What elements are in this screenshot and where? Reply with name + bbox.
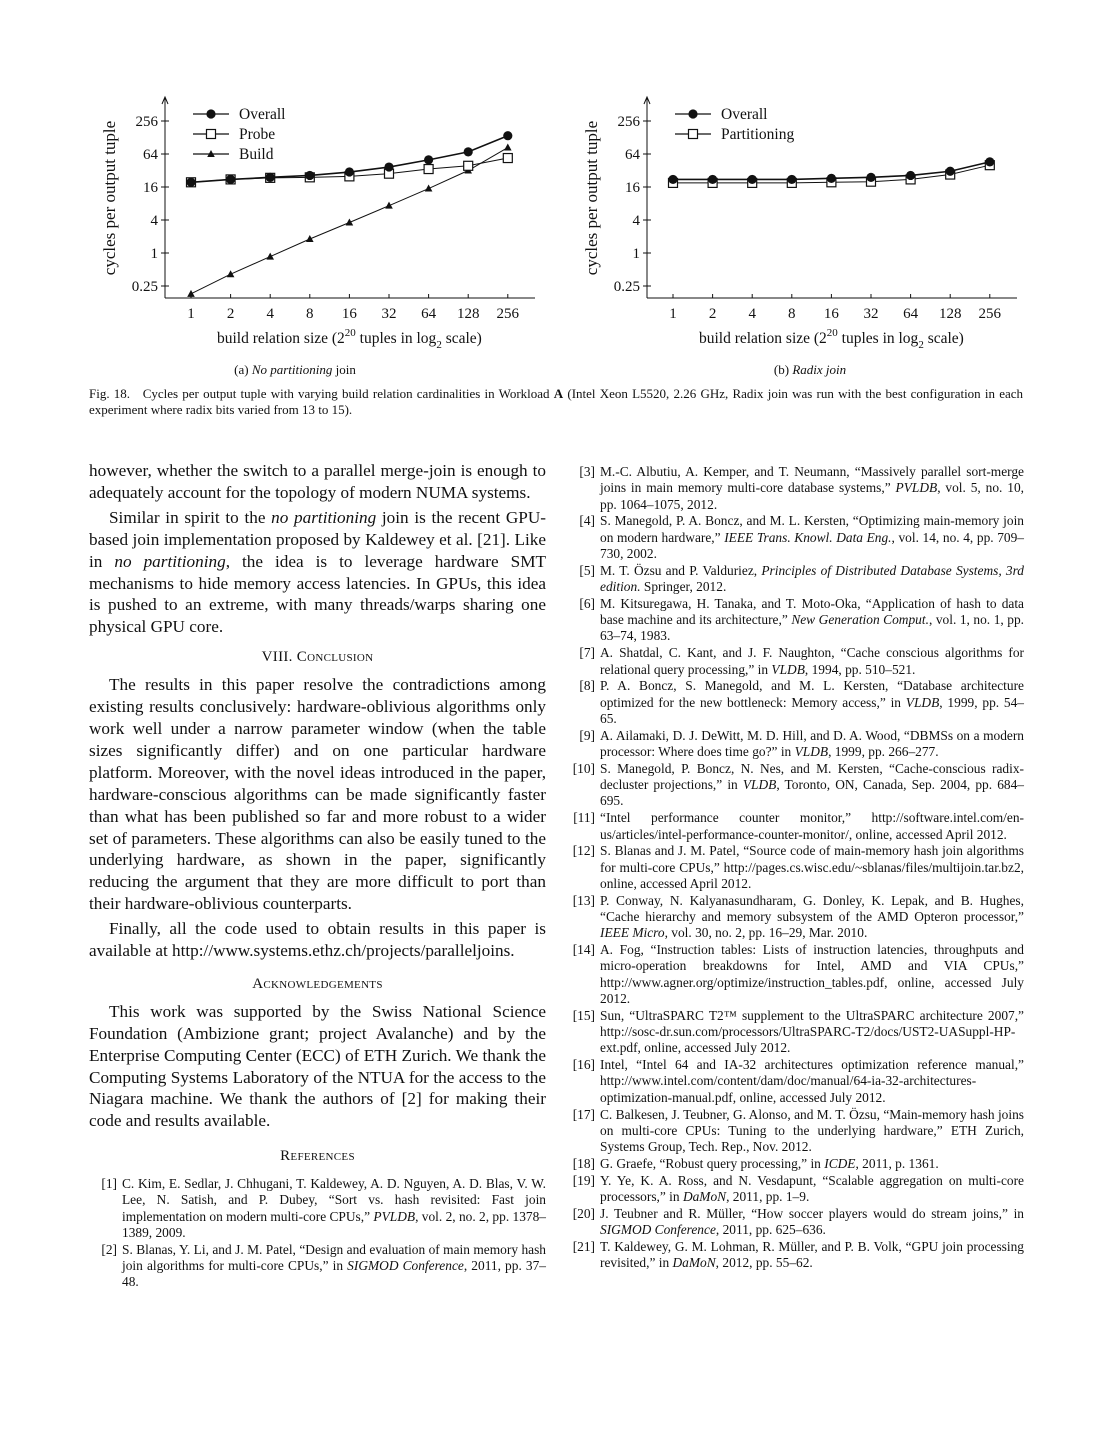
triangle-marker-icon — [504, 144, 512, 151]
subcaption-b: (b) Radix join — [773, 362, 847, 377]
reference-number: [2] — [101, 1241, 117, 1257]
reference-item — [567, 678, 1024, 727]
paragraph: Similar in spirit to the no partitioning join is the recent GPU-based join implementation proposed by Kaldewey et al. [21]. Like in no partitioning, the idea is to leverage hardware SMT mechanisms to hide memory access latencies. In GPUs, this idea is pushed to an extreme, with many threads/warps sharing one physical GPU core. — [89, 507, 546, 637]
chart-no-partitioning — [90, 92, 550, 351]
reference-number: [13] — [572, 892, 595, 908]
x-axis-label: build relation size ($2^{20}$ tuples in $\log_2$ scale) — [698, 327, 964, 351]
filled-circle-marker-icon — [906, 171, 915, 180]
reference-text: M. T. Özsu and P. Valduriez, Principles of Distributed Database Systems, 3rd edition. Springer, 2012. — [600, 562, 1024, 595]
y-tick-label: 0.25 — [131, 279, 158, 295]
reference-text: A. Fog, “Instruction tables: Lists of instruction latencies, throughputs and micro-operation breakdowns for Intel, AMD and VIA CPUs,” http://www.agner.org/optimize/instruction_tables.pdf, online, accessed July 2012. — [600, 942, 1024, 1006]
filled-circle-marker-icon — [206, 109, 215, 118]
legend — [193, 106, 285, 163]
reference-item — [567, 513, 1024, 562]
triangle-marker-icon — [187, 290, 195, 297]
x-tick-label: 64 — [421, 306, 437, 322]
y-tick-label: 0.25 — [613, 279, 640, 295]
reference-item — [567, 464, 1024, 513]
reference-text: C. Balkesen, J. Teubner, G. Alonso, and M. T. Özsu, “Main-memory hash joins on multi-core CPUs: Tuning to the underlying hardware,” ETH Zurich, Systems Group, Tech. Rep., Nov. 2012. — [600, 1106, 1024, 1155]
x-axis-label: build relation size ($2^{20}$ tuples in $\log_2$ scale) — [216, 327, 482, 351]
reference-text: Sun, “UltraSPARC T2™ supplement to the UltraSPARC architecture 2007,” http://sosc-dr.sun.com/processors/UltraSPARC-T2/docs/UST2-UASuppl-HP-ext.pdf, online, accessed July 2012. — [600, 1007, 1024, 1056]
triangle-marker-icon — [385, 202, 393, 209]
x-tick-label: 128 — [938, 306, 962, 322]
triangle-marker-icon — [227, 270, 235, 277]
reference-text: P. A. Boncz, S. Manegold, and M. L. Kersten, “Database architecture optimized for the new bottleneck: Memory access,” in VLDB, 1999, pp. 54–65. — [600, 678, 1025, 726]
filled-circle-marker-icon — [866, 173, 875, 182]
filled-circle-marker-icon — [186, 178, 195, 187]
reference-number: [7] — [579, 645, 595, 661]
filled-circle-marker-icon — [827, 174, 836, 183]
figure-caption: Fig. 18. Cycles per output tuple with varying build relation cardinalities in Workload A (Intel Xeon L5520, 2.26 GHz, Radix join was run with the best configuration in each experiment where radix bits varied from 13 to 15). — [89, 386, 1024, 417]
reference-text: S. Blanas, Y. Li, and J. M. Patel, “Design and evaluation of main memory hash join algorithms for multi-core CPUs,” in SIGMOD Conference, 2011, pp. 37–48. — [122, 1241, 546, 1290]
left-column — [89, 460, 546, 1291]
reference-item — [567, 596, 1024, 645]
reference-number: [18] — [572, 1155, 595, 1171]
y-axis-label: cycles per output tuple — [100, 120, 119, 276]
reference-item — [567, 645, 1024, 678]
reference-item — [567, 942, 1024, 1007]
filled-circle-marker-icon — [424, 155, 433, 164]
chart-radix-join — [572, 92, 1032, 351]
paragraph: however, whether the switch to a parallel merge-join is enough to adequately account for the topology of modern NUMA systems. — [89, 461, 546, 502]
reference-item — [567, 1008, 1024, 1057]
x-tick-label: 1 — [187, 306, 195, 322]
filled-circle-marker-icon — [305, 171, 314, 180]
reference-text: G. Graefe, “Robust query processing,” in ICDE, 2011, p. 1361. — [600, 1155, 939, 1171]
reference-text: M.-C. Albutiu, A. Kemper, and T. Neumann, “Massively parallel sort-merge joins in main memory multi-core database systems,” PVLDB, vol. 5, no. 10, pp. 1064–1075, 2012. — [600, 464, 1025, 512]
reference-item — [567, 728, 1024, 761]
reference-number: [1] — [101, 1176, 117, 1192]
reference-text: M. Kitsuregawa, H. Tanaka, and T. Moto-Oka, “Application of hash to data base machine and its architecture,” New Generation Comput., vol. 1, no. 1, pp. 63–74, 1983. — [600, 595, 1025, 644]
reference-number: [21] — [572, 1238, 595, 1254]
legend-label: Build — [239, 146, 274, 163]
reference-item — [567, 1156, 1024, 1172]
filled-circle-marker-icon — [345, 167, 354, 176]
reference-item — [567, 810, 1024, 843]
x-tick-label: 256 — [496, 306, 520, 322]
reference-text: S. Manegold, P. A. Boncz, and M. L. Kersten, “Optimizing main-memory join on modern hardware,” IEEE Trans. Knowl. Data Eng., vol. 14, no. 4, pp. 709–730, 2002. — [600, 513, 1024, 561]
reference-item — [567, 843, 1024, 892]
reference-item — [89, 1176, 546, 1241]
reference-item — [567, 1107, 1024, 1156]
chart-b-svg — [572, 92, 1032, 351]
reference-item — [567, 761, 1024, 810]
subcaption-a: (a) No partitioning join — [234, 362, 356, 377]
paragraph: The results in this paper resolve the contradictions among existing results conclusively: hardware-oblivious algorithms only work well under a narrow parameter window (when the table sizes significantly differ) and on one particular hardware platform. Moreover, with the novel ideas introduced in the paper, hardware-conscious algorithms can be made significantly faster than what has been published so far and more robust to a wider set of parameters. These algorithms can also be easily tuned to the underlying hardware, as shown in the paper, significantly reducing the argument that they are more difficult to port than their hardware-oblivious counterparts. — [89, 675, 546, 914]
x-tick-label: 1 — [669, 306, 677, 322]
y-tick-label: 4 — [632, 213, 640, 229]
paragraph: Finally, all the code used to obtain results in this paper is available at http://www.systems.ethz.ch/projects/paralleljoins. — [89, 919, 546, 961]
paragraph: This work was supported by the Swiss National Science Foundation (Ambizione grant; project Avalanche) and by the Enterprise Computing Center (ECC) of ETH Zurich. We thank the Computing Systems Laboratory of the NTUA for the access to the Niagara machine. We thank the authors of [2] for making their code and results available. — [89, 1001, 546, 1131]
x-tick-label: 8 — [788, 306, 796, 322]
filled-circle-marker-icon — [384, 162, 393, 171]
reference-item — [567, 1206, 1024, 1239]
reference-number: [4] — [579, 513, 595, 529]
reference-number: [14] — [572, 942, 595, 958]
chart-a-svg — [90, 92, 550, 351]
legend-label: Overall — [239, 106, 286, 123]
reference-text: T. Kaldewey, G. M. Lohman, R. Müller, and P. B. Volk, “GPU join processing revisited,” in DaMoN, 2012, pp. 55–62. — [600, 1238, 1024, 1271]
x-tick-label: 16 — [823, 306, 839, 322]
reference-number: [16] — [572, 1057, 595, 1073]
reference-item — [567, 1057, 1024, 1106]
y-tick-label: 256 — [617, 114, 640, 130]
reference-number: [8] — [579, 678, 595, 694]
reference-list-left — [89, 1176, 546, 1291]
reference-number: [15] — [572, 1007, 595, 1023]
reference-number: [10] — [572, 760, 595, 776]
y-tick-label: 1 — [632, 246, 640, 262]
reference-item — [567, 893, 1024, 942]
open-square-marker-icon — [207, 130, 216, 139]
y-tick-label: 64 — [143, 147, 158, 163]
legend-label: Overall — [721, 106, 768, 123]
x-tick-label: 2 — [708, 306, 717, 322]
filled-circle-marker-icon — [946, 167, 955, 176]
reference-number: [20] — [572, 1205, 595, 1221]
reference-text: J. Teubner and R. Müller, “How soccer players would do stream joins,” in SIGMOD Conference, 2011, pp. 625–636. — [600, 1205, 1024, 1238]
reference-text: S. Blanas and J. M. Patel, “Source code of main-memory hash join algorithms for multi-core CPUs,” http://pages.cs.wisc.edu/~sblanas/files/multijoin.tar.bz2, online, accessed April 2012. — [600, 843, 1024, 891]
reference-number: [12] — [572, 843, 595, 859]
reference-text: “Intel performance counter monitor,” http://software.intel.com/en-us/articles/intel-performance-counter-monitor/, online, accessed April 2012. — [600, 810, 1024, 842]
x-tick-label: 16 — [341, 306, 357, 322]
section-heading-conclusion: VIII. Conclusion — [261, 649, 374, 666]
x-tick-label: 32 — [381, 306, 397, 322]
filled-circle-marker-icon — [464, 147, 473, 156]
triangle-marker-icon — [346, 219, 354, 226]
filled-circle-marker-icon — [688, 109, 697, 118]
reference-number: [3] — [579, 464, 595, 479]
reference-list-right — [567, 464, 1024, 1272]
x-tick-label: 256 — [978, 306, 1002, 322]
open-square-marker-icon — [424, 165, 433, 174]
x-tick-label: 4 — [266, 306, 274, 322]
triangle-marker-icon — [266, 253, 274, 260]
x-tick-label: 2 — [226, 306, 235, 322]
reference-number: [9] — [579, 727, 595, 743]
reference-item — [567, 1239, 1024, 1272]
reference-text: S. Manegold, P. Boncz, N. Nes, and M. Kersten, “Cache-conscious radix-decluster projections,” in VLDB, Toronto, ON, Canada, Sep. 2004, pp. 684–695. — [600, 760, 1024, 809]
reference-number: [17] — [572, 1106, 595, 1122]
y-tick-label: 16 — [143, 180, 158, 196]
x-tick-label: 32 — [863, 306, 879, 322]
y-tick-label: 4 — [150, 213, 158, 229]
filled-circle-marker-icon — [266, 173, 275, 182]
reference-number: [19] — [572, 1172, 595, 1188]
filled-circle-marker-icon — [226, 175, 235, 184]
reference-text: A. Ailamaki, D. J. DeWitt, M. D. Hill, and D. A. Wood, “DBMSs on a modern processor: Where does time go?” in VLDB, 1999, pp. 266–277. — [600, 727, 1024, 760]
filled-circle-marker-icon — [748, 175, 757, 184]
reference-number: [6] — [579, 595, 595, 611]
y-tick-label: 16 — [625, 180, 640, 196]
open-square-marker-icon — [689, 130, 698, 139]
legend — [675, 106, 794, 143]
open-square-marker-icon — [503, 154, 512, 163]
reference-text: A. Shatdal, C. Kant, and J. F. Naughton, “Cache conscious algorithms for relational query processing,” in VLDB, 1994, pp. 510–521. — [600, 645, 1024, 677]
y-tick-label: 1 — [150, 246, 158, 262]
reference-item — [567, 1173, 1024, 1206]
filled-circle-marker-icon — [668, 175, 677, 184]
filled-circle-marker-icon — [787, 175, 796, 184]
y-tick-label: 64 — [625, 147, 640, 163]
reference-number: [5] — [579, 562, 595, 578]
y-axis-label: cycles per output tuple — [582, 120, 601, 276]
legend-label: Partitioning — [721, 126, 795, 143]
reference-text: Intel, “Intel 64 and IA-32 architectures optimization reference manual,” http://www.intel.com/content/dam/doc/manual/64-ia-32-architectures-optimization-manual.pdf, online, accessed July 2012. — [600, 1057, 1024, 1105]
y-tick-label: 256 — [135, 114, 158, 130]
reference-item — [89, 1242, 546, 1291]
filled-circle-marker-icon — [708, 175, 717, 184]
legend-label: Probe — [239, 126, 276, 143]
open-square-marker-icon — [464, 161, 473, 170]
x-tick-label: 4 — [748, 306, 756, 322]
reference-item — [567, 563, 1024, 596]
reference-text: Y. Ye, K. A. Ross, and N. Vesdapunt, “Scalable aggregation on multi-core processors,” in DaMoN, 2011, pp. 1–9. — [600, 1172, 1024, 1205]
reference-text: C. Kim, E. Sedlar, J. Chhugani, T. Kaldewey, A. D. Nguyen, A. D. Blas, V. W. Lee, N. Satish, and P. Dubey, “Sort vs. hash revisited: Fast join implementation on modern multi-core CPUs,” PVLDB, vol. 2, no. 2, pp. 1378–1389, 2009. — [122, 1176, 546, 1241]
reference-text: P. Conway, N. Kalyanasundharam, G. Donley, K. Lepak, and B. Hughes, “Cache hierarchy and memory subsystem of the AMD Opteron processor,” IEEE Micro, vol. 30, no. 2, pp. 16–29, Mar. 2010. — [600, 892, 1024, 941]
x-tick-label: 8 — [306, 306, 314, 322]
filled-circle-marker-icon — [503, 131, 512, 140]
x-tick-label: 64 — [903, 306, 919, 322]
filled-circle-marker-icon — [985, 157, 994, 166]
reference-number: [11] — [573, 810, 595, 826]
section-heading-references: References — [280, 1148, 355, 1165]
triangle-marker-icon — [425, 185, 433, 192]
triangle-marker-icon — [306, 235, 314, 242]
section-heading-acknowledgements: Acknowledgements — [252, 975, 383, 992]
x-tick-label: 128 — [456, 306, 480, 322]
